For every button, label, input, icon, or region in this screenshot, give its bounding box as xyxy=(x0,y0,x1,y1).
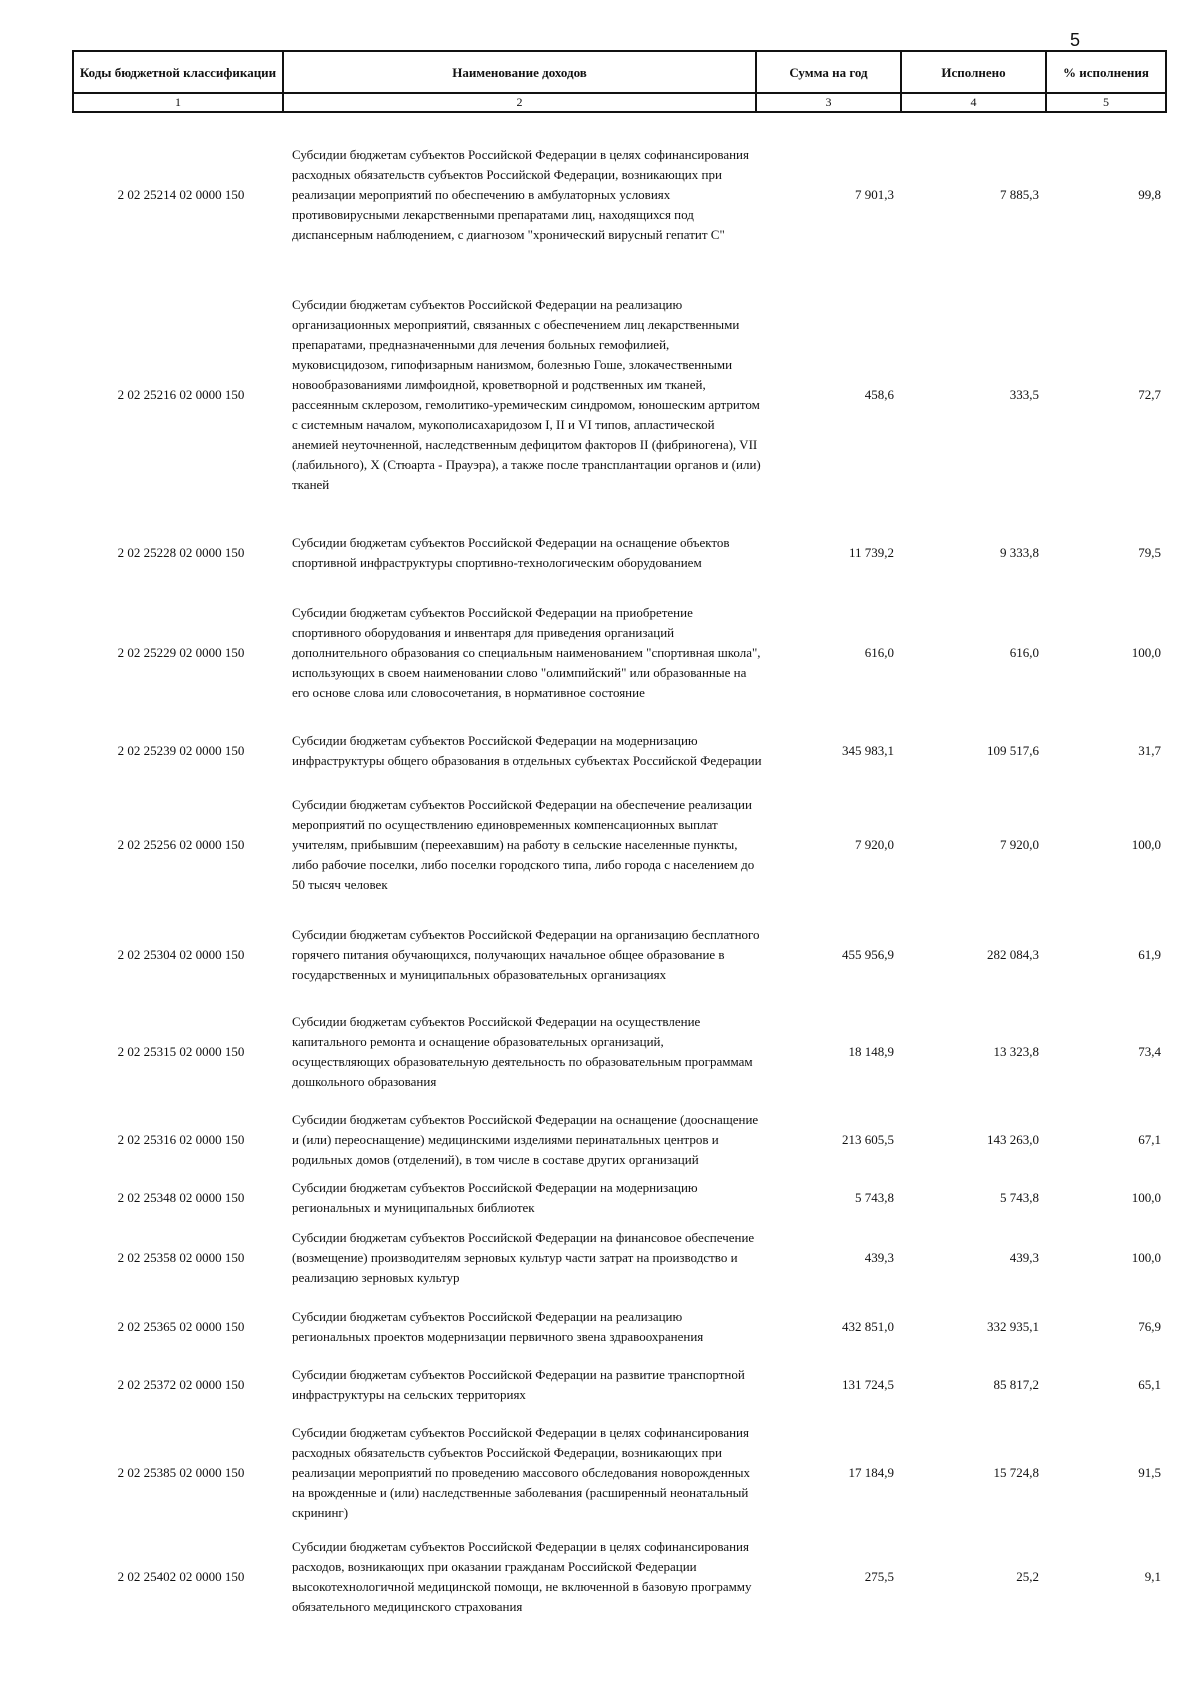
execution-percent-cell: 100,0 xyxy=(1131,1250,1161,1265)
executed-cell: 9 333,8 xyxy=(1000,545,1039,560)
revenue-name-cell: Субсидии бюджетам субъектов Российской Федерации на реализацию организационных мероприятий, связанных с обеспечением лиц лекарственными препаратами, предназначенными для лечения больных гемофилией, муковисцидозом, гипофизарным нанизмом, болезнью Гоше, злокачественными новообразованиями лимфоидной, кроветворной и родственных им тканей, рассеянным склерозом, гемолитико-уремическим синдромом, юношеским артритом с системным началом, мукополисахаридозом I, II и VI типов, апластической анемией неуточненной, наследственным дефицитом факторов II (фибриногена), VII (лабильного), X (Стюарта - Прауэра), а также после трансплантации органов и (или) тканей xyxy=(292,296,761,492)
execution-percent-cell: 99,8 xyxy=(1138,186,1161,202)
table-row xyxy=(72,272,1165,517)
budget-code-cell: 2 02 25229 02 0000 150 xyxy=(117,645,245,660)
revenue-name-cell: Субсидии бюджетам субъектов Российской Федерации на модернизацию региональных и муниципальных библиотек xyxy=(292,1180,698,1215)
executed-cell: 15 724,8 xyxy=(993,1465,1039,1480)
annual-sum-cell: 455 956,9 xyxy=(842,946,894,962)
execution-percent-cell: 72,7 xyxy=(1138,386,1161,402)
header-pct: % исполнения xyxy=(1046,51,1166,93)
annual-sum-cell: 432 851,0 xyxy=(842,1319,894,1334)
execution-percent-cell: 67,1 xyxy=(1138,1131,1161,1147)
revenue-name-cell: Субсидии бюджетам субъектов Российской Федерации на обеспечение реализации мероприятий по осуществлению единовременных компенсационных выплат учителям, прибывшим (переехавшим) на работу в сельские населенные пункты, либо рабочие поселки, либо поселки городского типа, либо города с населением до 50 тысяч человек xyxy=(292,797,755,892)
annual-sum-cell: 345 983,1 xyxy=(842,742,894,758)
budget-code-cell: 2 02 25402 02 0000 150 xyxy=(117,1569,245,1584)
table-header xyxy=(72,50,1167,113)
header-codes: Коды бюджетной классификации xyxy=(73,51,283,93)
revenue-name-cell: Субсидии бюджетам субъектов Российской Федерации на оснащение (дооснащение и (или) переоснащение) медицинскими изделиями перинатальных центров и родильных домов (отделений), в том числе в составе других организаций xyxy=(292,1111,759,1167)
header-num-2: 2 xyxy=(283,93,756,112)
table-row xyxy=(72,717,1165,784)
revenue-name-cell: Субсидии бюджетам субъектов Российской Федерации на финансовое обеспечение (возмещение) производителям зерновых культур части затрат на производство и реализацию зерновых культур xyxy=(292,1230,755,1285)
budget-code-cell: 2 02 25216 02 0000 150 xyxy=(117,386,245,402)
budget-code-cell: 2 02 25316 02 0000 150 xyxy=(117,1131,245,1147)
header-sum: Сумма на год xyxy=(756,51,901,93)
revenue-name-cell: Субсидии бюджетам субъектов Российской Федерации в целях софинансирования расходных обязательств субъектов Российской Федерации, возникающих при реализации мероприятий по проведению массового обследования новорожденных на врожденные и (или) наследственные заболевания (расширенный неонатальный скрининг) xyxy=(292,1425,751,1520)
annual-sum-cell: 439,3 xyxy=(864,1250,894,1265)
annual-sum-cell: 616,0 xyxy=(864,645,894,660)
execution-percent-cell: 73,4 xyxy=(1138,1044,1161,1059)
header-num-1: 1 xyxy=(73,93,283,112)
executed-cell: 7 885,3 xyxy=(1000,186,1039,202)
revenue-name-cell: Субсидии бюджетам субъектов Российской Федерации на осуществление капитального ремонта и оснащение образовательных организаций, осуществляющих образовательную деятельность по образовательным программам дошкольного образования xyxy=(292,1014,753,1089)
budget-code-cell: 2 02 25372 02 0000 150 xyxy=(117,1377,245,1392)
annual-sum-cell: 7 920,0 xyxy=(855,837,894,852)
revenue-name-cell: Субсидии бюджетам субъектов Российской Федерации на развитие транспортной инфраструктуры на сельских территориях xyxy=(292,1367,745,1402)
header-num-4: 4 xyxy=(901,93,1046,112)
executed-cell: 143 263,0 xyxy=(987,1131,1039,1147)
table-row xyxy=(72,1414,1165,1532)
table-row xyxy=(72,1178,1165,1218)
execution-percent-cell: 61,9 xyxy=(1138,946,1161,962)
table-row xyxy=(72,1532,1165,1622)
executed-cell: 616,0 xyxy=(1009,645,1039,660)
revenue-name-cell: Субсидии бюджетам субъектов Российской Федерации на оснащение объектов спортивной инфраструктуры спортивно-технологическим оборудованием xyxy=(292,535,730,570)
table-row xyxy=(72,1356,1165,1414)
budget-code-cell: 2 02 25348 02 0000 150 xyxy=(117,1190,245,1205)
executed-cell: 13 323,8 xyxy=(993,1044,1039,1059)
executed-cell: 5 743,8 xyxy=(1000,1190,1039,1205)
revenue-name-cell: Субсидии бюджетам субъектов Российской Федерации в целях софинансирования расходов, возникающих при оказании гражданам Российской Федерации высокотехнологичной медицинской помощи, не включенной в базовую программу обязательного медицинского страхования xyxy=(292,1539,752,1614)
budget-code-cell: 2 02 25304 02 0000 150 xyxy=(117,946,245,962)
execution-percent-cell: 100,0 xyxy=(1131,837,1161,852)
annual-sum-cell: 275,5 xyxy=(864,1569,894,1584)
revenue-name-cell: Субсидии бюджетам субъектов Российской Федерации на организацию бесплатного горячего питания обучающихся, получающих начальное общее образование в государственных и муниципальных образовательных организациях xyxy=(292,926,760,982)
executed-cell: 25,2 xyxy=(1016,1569,1039,1584)
budget-code-cell: 2 02 25228 02 0000 150 xyxy=(117,545,245,560)
execution-percent-cell: 65,1 xyxy=(1138,1377,1161,1392)
budget-code-cell: 2 02 25365 02 0000 150 xyxy=(117,1319,245,1334)
table-row xyxy=(72,1218,1165,1298)
revenue-table xyxy=(72,117,1165,1622)
table-row xyxy=(72,1298,1165,1356)
executed-cell: 7 920,0 xyxy=(1000,837,1039,852)
annual-sum-cell: 11 739,2 xyxy=(848,545,894,560)
header-num-3: 3 xyxy=(756,93,901,112)
execution-percent-cell: 100,0 xyxy=(1131,645,1161,660)
executed-cell: 333,5 xyxy=(1009,386,1039,402)
table-row xyxy=(72,1101,1165,1178)
budget-code-cell: 2 02 25214 02 0000 150 xyxy=(117,186,245,202)
annual-sum-cell: 5 743,8 xyxy=(855,1190,894,1205)
executed-cell: 85 817,2 xyxy=(993,1377,1039,1392)
execution-percent-cell: 79,5 xyxy=(1138,545,1161,560)
table-row xyxy=(72,1003,1165,1101)
table-row xyxy=(72,117,1165,272)
budget-code-cell: 2 02 25256 02 0000 150 xyxy=(117,837,245,852)
annual-sum-cell: 18 148,9 xyxy=(848,1044,894,1059)
budget-code-cell: 2 02 25385 02 0000 150 xyxy=(117,1465,245,1480)
annual-sum-cell: 458,6 xyxy=(864,386,894,402)
budget-code-cell: 2 02 25358 02 0000 150 xyxy=(117,1250,245,1265)
budget-code-cell: 2 02 25239 02 0000 150 xyxy=(117,742,245,758)
execution-percent-cell: 9,1 xyxy=(1144,1569,1161,1584)
executed-cell: 332 935,1 xyxy=(987,1319,1039,1334)
revenue-name-cell: Субсидии бюджетам субъектов Российской Федерации в целях софинансирования расходных обязательств субъектов Российской Федерации, возникающих при реализации мероприятий по обеспечению в амбулаторных условиях противовирусными лекарственными препаратами лиц, находящихся под диспансерным наблюдением, с диагнозом "хронический вирусный гепатит С" xyxy=(292,146,749,242)
header-name: Наименование доходов xyxy=(283,51,756,93)
executed-cell: 282 084,3 xyxy=(987,946,1039,962)
annual-sum-cell: 17 184,9 xyxy=(848,1465,894,1480)
annual-sum-cell: 213 605,5 xyxy=(842,1131,894,1147)
revenue-name-cell: Субсидии бюджетам субъектов Российской Федерации на приобретение спортивного оборудования и инвентаря для приведения организаций дополнительного образования со специальным наименованием "спортивная школа", использующих в своем наименовании слово "олимпийский" или образованные на его основе слова или словосочетания, в нормативное состояние xyxy=(292,605,761,700)
execution-percent-cell: 76,9 xyxy=(1138,1319,1161,1334)
table-row xyxy=(72,906,1165,1003)
revenue-rows xyxy=(72,117,1165,1622)
budget-code-cell: 2 02 25315 02 0000 150 xyxy=(117,1044,245,1059)
table-row xyxy=(72,517,1165,589)
table-row xyxy=(72,589,1165,717)
executed-cell: 439,3 xyxy=(1009,1250,1039,1265)
execution-percent-cell: 100,0 xyxy=(1131,1190,1161,1205)
table-row xyxy=(72,784,1165,906)
header-done: Исполнено xyxy=(901,51,1046,93)
executed-cell: 109 517,6 xyxy=(987,742,1039,758)
execution-percent-cell: 31,7 xyxy=(1138,742,1161,758)
header-num-5: 5 xyxy=(1046,93,1166,112)
annual-sum-cell: 131 724,5 xyxy=(842,1377,894,1392)
revenue-name-cell: Субсидии бюджетам субъектов Российской Федерации на модернизацию инфраструктуры общего образования в отдельных субъектах Российской Федерации xyxy=(292,732,762,768)
revenue-name-cell: Субсидии бюджетам субъектов Российской Федерации на реализацию региональных проектов модернизации первичного звена здравоохранения xyxy=(292,1309,704,1344)
page-number: 5 xyxy=(1070,30,1081,50)
execution-percent-cell: 91,5 xyxy=(1138,1465,1161,1480)
annual-sum-cell: 7 901,3 xyxy=(855,186,894,202)
